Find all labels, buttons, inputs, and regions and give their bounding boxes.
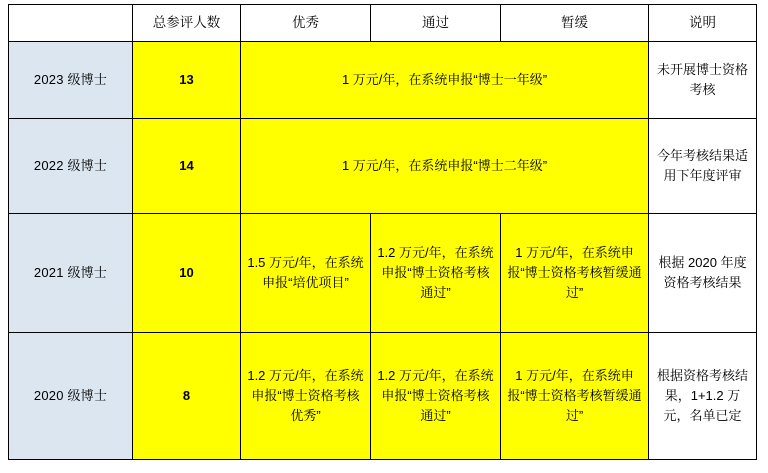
header-cell-total: 总参评人数 xyxy=(133,5,241,42)
row-label-2022: 2022 级博士 xyxy=(9,119,133,214)
row-note-2022: 今年考核结果适用下年度评审 xyxy=(649,119,757,214)
row-label-2020: 2020 级博士 xyxy=(9,333,133,460)
row-note-2020: 根据资格考核结果，1+1.2 万元，名单已定 xyxy=(649,333,757,460)
header-cell-note: 说明 xyxy=(649,5,757,42)
row-deferred-2020: 1 万元/年，在系统申报“博士资格考核暂缓通过” xyxy=(501,333,649,460)
table-header-row xyxy=(9,5,757,42)
row-count-2021: 10 xyxy=(133,214,241,333)
row-pass-2020: 1.2 万元/年，在系统申报“博士资格考核通过” xyxy=(371,333,501,460)
table-row xyxy=(9,42,757,119)
row-count-2023: 13 xyxy=(133,42,241,119)
row-excellent-2021: 1.5 万元/年，在系统申报“培优项目” xyxy=(241,214,371,333)
header-cell-pass: 通过 xyxy=(371,5,501,42)
stipend-table xyxy=(8,4,757,460)
table-row xyxy=(9,214,757,333)
header-cell-corner xyxy=(9,5,133,42)
table-row xyxy=(9,333,757,460)
row-label-2021: 2021 级博士 xyxy=(9,214,133,333)
row-merged-2023: 1 万元/年，在系统申报“博士一年级” xyxy=(241,42,649,119)
header-cell-deferred: 暂缓 xyxy=(501,5,649,42)
row-count-2020: 8 xyxy=(133,333,241,460)
table-row xyxy=(9,119,757,214)
header-cell-excellent: 优秀 xyxy=(241,5,371,42)
spreadsheet-canvas xyxy=(0,4,768,473)
row-count-2022: 14 xyxy=(133,119,241,214)
row-note-2023: 未开展博士资格考核 xyxy=(649,42,757,119)
row-deferred-2021: 1 万元/年，在系统申报“博士资格考核暂缓通过” xyxy=(501,214,649,333)
row-note-2021: 根据 2020 年度资格考核结果 xyxy=(649,214,757,333)
row-merged-2022: 1 万元/年，在系统申报“博士二年级” xyxy=(241,119,649,214)
row-excellent-2020: 1.2 万元/年，在系统申报“博士资格考核优秀” xyxy=(241,333,371,460)
row-pass-2021: 1.2 万元/年，在系统申报“博士资格考核通过” xyxy=(371,214,501,333)
row-label-2023: 2023 级博士 xyxy=(9,42,133,119)
